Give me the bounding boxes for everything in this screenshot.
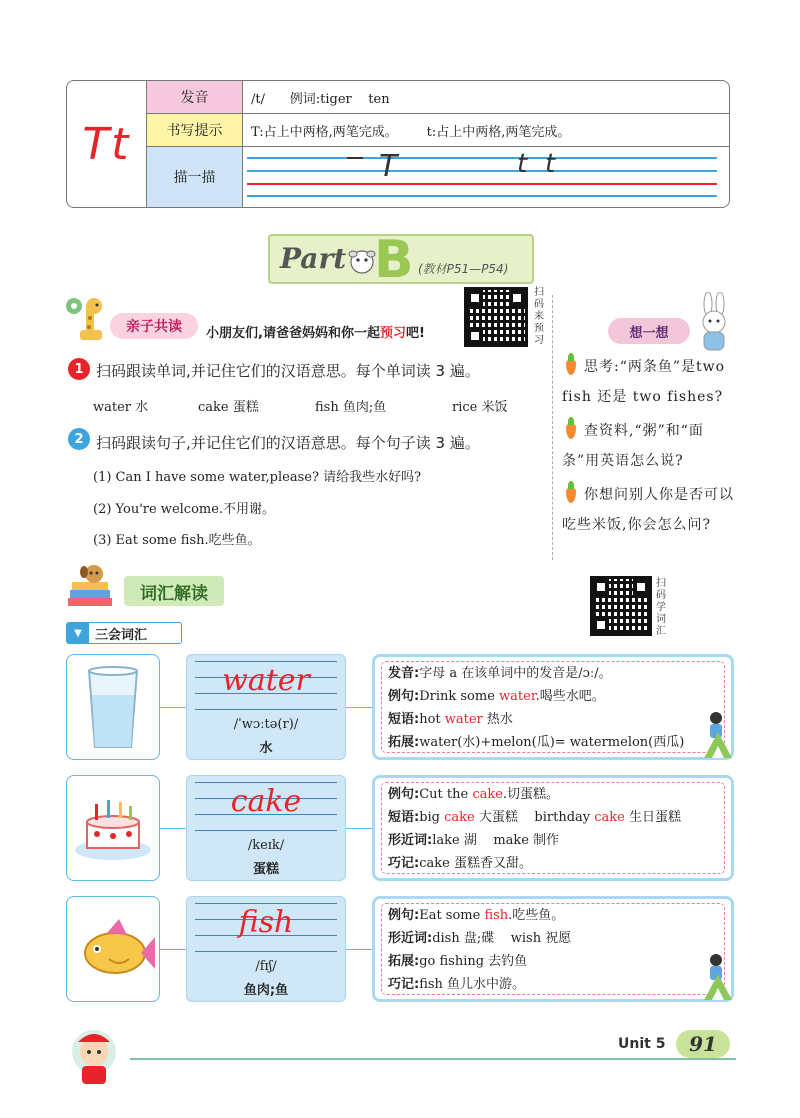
trace-glyph-T: T: [379, 149, 398, 184]
qr-vocab-label: 扫码学词汇: [656, 578, 666, 637]
row-label-trace: 描一描: [147, 147, 243, 207]
detail-text: Drink some: [419, 689, 500, 704]
detail-line: [388, 806, 718, 829]
note-suffix: 吧!: [405, 326, 425, 341]
reading-girl-icon: [700, 952, 734, 1002]
detail-line: [388, 829, 718, 852]
task2-instruction: 扫码跟读句子,并记住它们的汉语意思。每个句子读 3 遍。: [96, 434, 480, 452]
parent-child-reading-banner: 亲子共读: [110, 313, 198, 339]
writing-line: [195, 709, 337, 710]
sentence-3: (3) Eat some fish.吃些鱼。: [93, 533, 261, 548]
carrot-icon: [562, 353, 580, 375]
detail-inner: [381, 782, 725, 874]
letter-table: [66, 80, 730, 208]
connector: [346, 828, 372, 829]
detail-line: [388, 783, 718, 806]
detail-text: Eat some: [419, 908, 485, 923]
page-number: 91: [676, 1030, 730, 1058]
detail-text: .切蛋糕。: [502, 787, 560, 802]
detail-text: water(水)+melon(瓜)= watermelon(西瓜): [419, 735, 685, 750]
detail-line: [388, 927, 718, 950]
detail-line: [388, 904, 718, 927]
birthday-cake-icon: [67, 776, 159, 880]
connector: [160, 828, 186, 829]
row-label-writing-tip: 书写提示: [147, 114, 243, 147]
writing-line: [195, 903, 337, 904]
detail-text: hot: [419, 712, 445, 727]
detail-line: [388, 662, 718, 685]
row-content-writing-tip: T:占上中两格,两笔完成。 t:占上中两格,两笔完成。: [243, 114, 730, 147]
connector: [160, 949, 186, 950]
connector: [346, 707, 372, 708]
rabbit-icon: [692, 292, 738, 354]
three-skill-label: 三会词汇: [95, 627, 148, 643]
meaning-fish: 鱼肉;鱼: [243, 983, 289, 998]
detail-key: 巧记:: [388, 856, 420, 871]
detail-line: [388, 950, 718, 973]
footer-line: [130, 1058, 736, 1060]
detail-text: big: [419, 810, 445, 825]
word-card-water: [186, 654, 346, 760]
detail-highlight: cake: [472, 787, 503, 802]
sheep-icon: [348, 244, 376, 276]
detail-text: cake 蛋糕香又甜。: [419, 856, 532, 871]
think-item-1-text: 思考:“两条鱼”是two fish 还是 two fishes?: [562, 359, 726, 405]
think-item-2: [562, 416, 740, 476]
think-item-2-text: 查资料,“粥”和“面条”用英语怎么说?: [562, 423, 704, 469]
tracing-area[interactable]: [247, 149, 727, 201]
qr-corner: [593, 579, 609, 595]
vocab-heading: 词汇解读: [124, 576, 224, 606]
connector: [160, 707, 186, 708]
detail-key: 发音:: [388, 666, 420, 681]
fish-picture: [66, 896, 160, 1002]
detail-box-fish: [372, 896, 734, 1002]
trace-line-mid1: [247, 170, 717, 172]
think-item-3-text: 你想问别人你是否可以吃些米饭,你会怎么问?: [562, 487, 734, 533]
note-highlight: 预习: [379, 326, 406, 341]
sidebar-divider: [552, 295, 553, 560]
meaning-cake: 蛋糕: [252, 862, 279, 877]
three-skill-vocab-tag: [66, 622, 182, 644]
task1-word-cake: cake 蛋糕: [198, 400, 259, 415]
detail-box-water: [372, 654, 734, 760]
qr-preview-label: 扫码来预习: [534, 287, 544, 346]
detail-text: Cut the: [419, 787, 473, 802]
unit-label: Unit 5: [618, 1036, 666, 1052]
detail-key: 例句:: [388, 689, 420, 704]
phonetic-cake: /keɪk/: [247, 838, 285, 853]
word-water: water: [222, 663, 310, 698]
qr-corner: [509, 290, 525, 306]
trace-glyph-t1: t: [517, 149, 528, 179]
writing-line: [195, 782, 337, 783]
glass-of-water-icon: [67, 655, 159, 759]
reading-girl-icon: [700, 710, 734, 760]
trace-line-top: [247, 157, 717, 159]
word-card-fish: [186, 896, 346, 1002]
detail-key: 短语:: [388, 810, 420, 825]
trace-glyph-t2: t: [545, 149, 556, 179]
textbook-pages: (教材P51—P54): [418, 262, 509, 276]
row-content-pronunciation: /t/ 例词:tiger ten: [243, 81, 730, 114]
qr-code-vocab[interactable]: [590, 576, 652, 636]
phonetic-water: /ˈwɔːtə(r)/: [233, 717, 299, 732]
trace-line-bottom: [247, 195, 717, 197]
think-tag: 想一想: [608, 318, 690, 344]
connector: [346, 949, 372, 950]
trace-line-mid2: [247, 183, 717, 185]
detail-text: dish 盘;碟 wish 祝愿: [432, 931, 572, 946]
task1-word-water: water 水: [93, 400, 149, 415]
part-letter: B: [374, 230, 414, 290]
detail-text: .吃些鱼。: [508, 908, 565, 923]
detail-key: 例句:: [388, 787, 420, 802]
triangle-down-icon: ▼: [67, 623, 89, 643]
letter-cell: [67, 81, 147, 207]
detail-text: .喝些水吧。: [535, 689, 605, 704]
think-item-3: [562, 480, 740, 540]
detail-line: [388, 708, 718, 731]
mascot-icon: [58, 1022, 132, 1092]
fish-icon: [67, 897, 159, 1001]
detail-highlight: water: [444, 712, 483, 727]
detail-key: 巧记:: [388, 977, 420, 992]
qr-corner: [467, 290, 483, 306]
task1-instruction: 扫码跟读单词,并记住它们的汉语意思。每个单词读 3 遍。: [96, 362, 480, 380]
sentence-1: (1) Can I have some water,please? 请给我些水好吗?: [93, 470, 422, 485]
parent-child-note: [206, 322, 425, 341]
part-word: Part: [280, 242, 347, 275]
detail-line: [388, 731, 718, 754]
detail-key: 例句:: [388, 908, 420, 923]
phonetic-fish: /fɪʃ/: [255, 959, 277, 974]
detail-key: 拓展:: [388, 954, 420, 969]
detail-highlight: cake: [444, 810, 475, 825]
qr-corner: [593, 617, 609, 633]
detail-inner: [381, 661, 725, 753]
cake-picture: [66, 775, 160, 881]
detail-text: go fishing 去钓鱼: [419, 954, 528, 969]
detail-key: 形近词:: [388, 931, 433, 946]
detail-highlight: cake: [594, 810, 625, 825]
qr-corner: [633, 579, 649, 595]
task2-number: 2: [68, 428, 90, 450]
carrot-icon: [562, 417, 580, 439]
sentence-2: (2) You're welcome.不用谢。: [93, 502, 276, 517]
detail-highlight: fish: [484, 908, 509, 923]
qr-corner: [467, 328, 483, 344]
word-card-cake: [186, 775, 346, 881]
detail-text: 生日蛋糕: [624, 810, 682, 825]
detail-highlight: water: [499, 689, 536, 704]
writing-line: [195, 661, 337, 662]
detail-line: [388, 973, 718, 996]
think-item-1: [562, 352, 740, 412]
task1-number: 1: [68, 358, 90, 380]
detail-text: 字母 a 在该单词中的发音是/ɔː/。: [419, 666, 612, 681]
row-label-pronunciation: 发音: [147, 81, 243, 114]
note-prefix: 小朋友们,请爸爸妈妈和你一起: [206, 326, 380, 341]
detail-text: 热水: [482, 712, 513, 727]
giraffe-icon: [64, 296, 112, 342]
qr-code-preview[interactable]: [464, 287, 528, 347]
task1-word-rice: rice 米饭: [452, 400, 508, 415]
detail-text: fish 鱼儿水中游。: [419, 977, 526, 992]
writing-line: [195, 830, 337, 831]
detail-inner: [381, 903, 725, 995]
detail-key: 拓展:: [388, 735, 420, 750]
detail-text: 大蛋糕 birthday: [474, 810, 595, 825]
trace-dash: [347, 157, 363, 159]
task1-word-fish: fish 鱼肉;鱼: [315, 400, 387, 415]
word-fish: fish: [238, 905, 294, 940]
meaning-water: 水: [259, 741, 273, 756]
detail-key: 形近词:: [388, 833, 433, 848]
writing-line: [195, 951, 337, 952]
detail-line: [388, 685, 718, 708]
word-cake: cake: [230, 784, 302, 819]
detail-text: lake 湖 make 制作: [432, 833, 560, 848]
dog-books-icon: [64, 562, 124, 610]
water-picture: [66, 654, 160, 760]
carrot-icon: [562, 481, 580, 503]
part-b-banner: [268, 230, 534, 290]
detail-line: [388, 852, 718, 875]
detail-box-cake: [372, 775, 734, 881]
detail-key: 短语:: [388, 712, 420, 727]
letter-tt: Tt: [82, 118, 131, 170]
